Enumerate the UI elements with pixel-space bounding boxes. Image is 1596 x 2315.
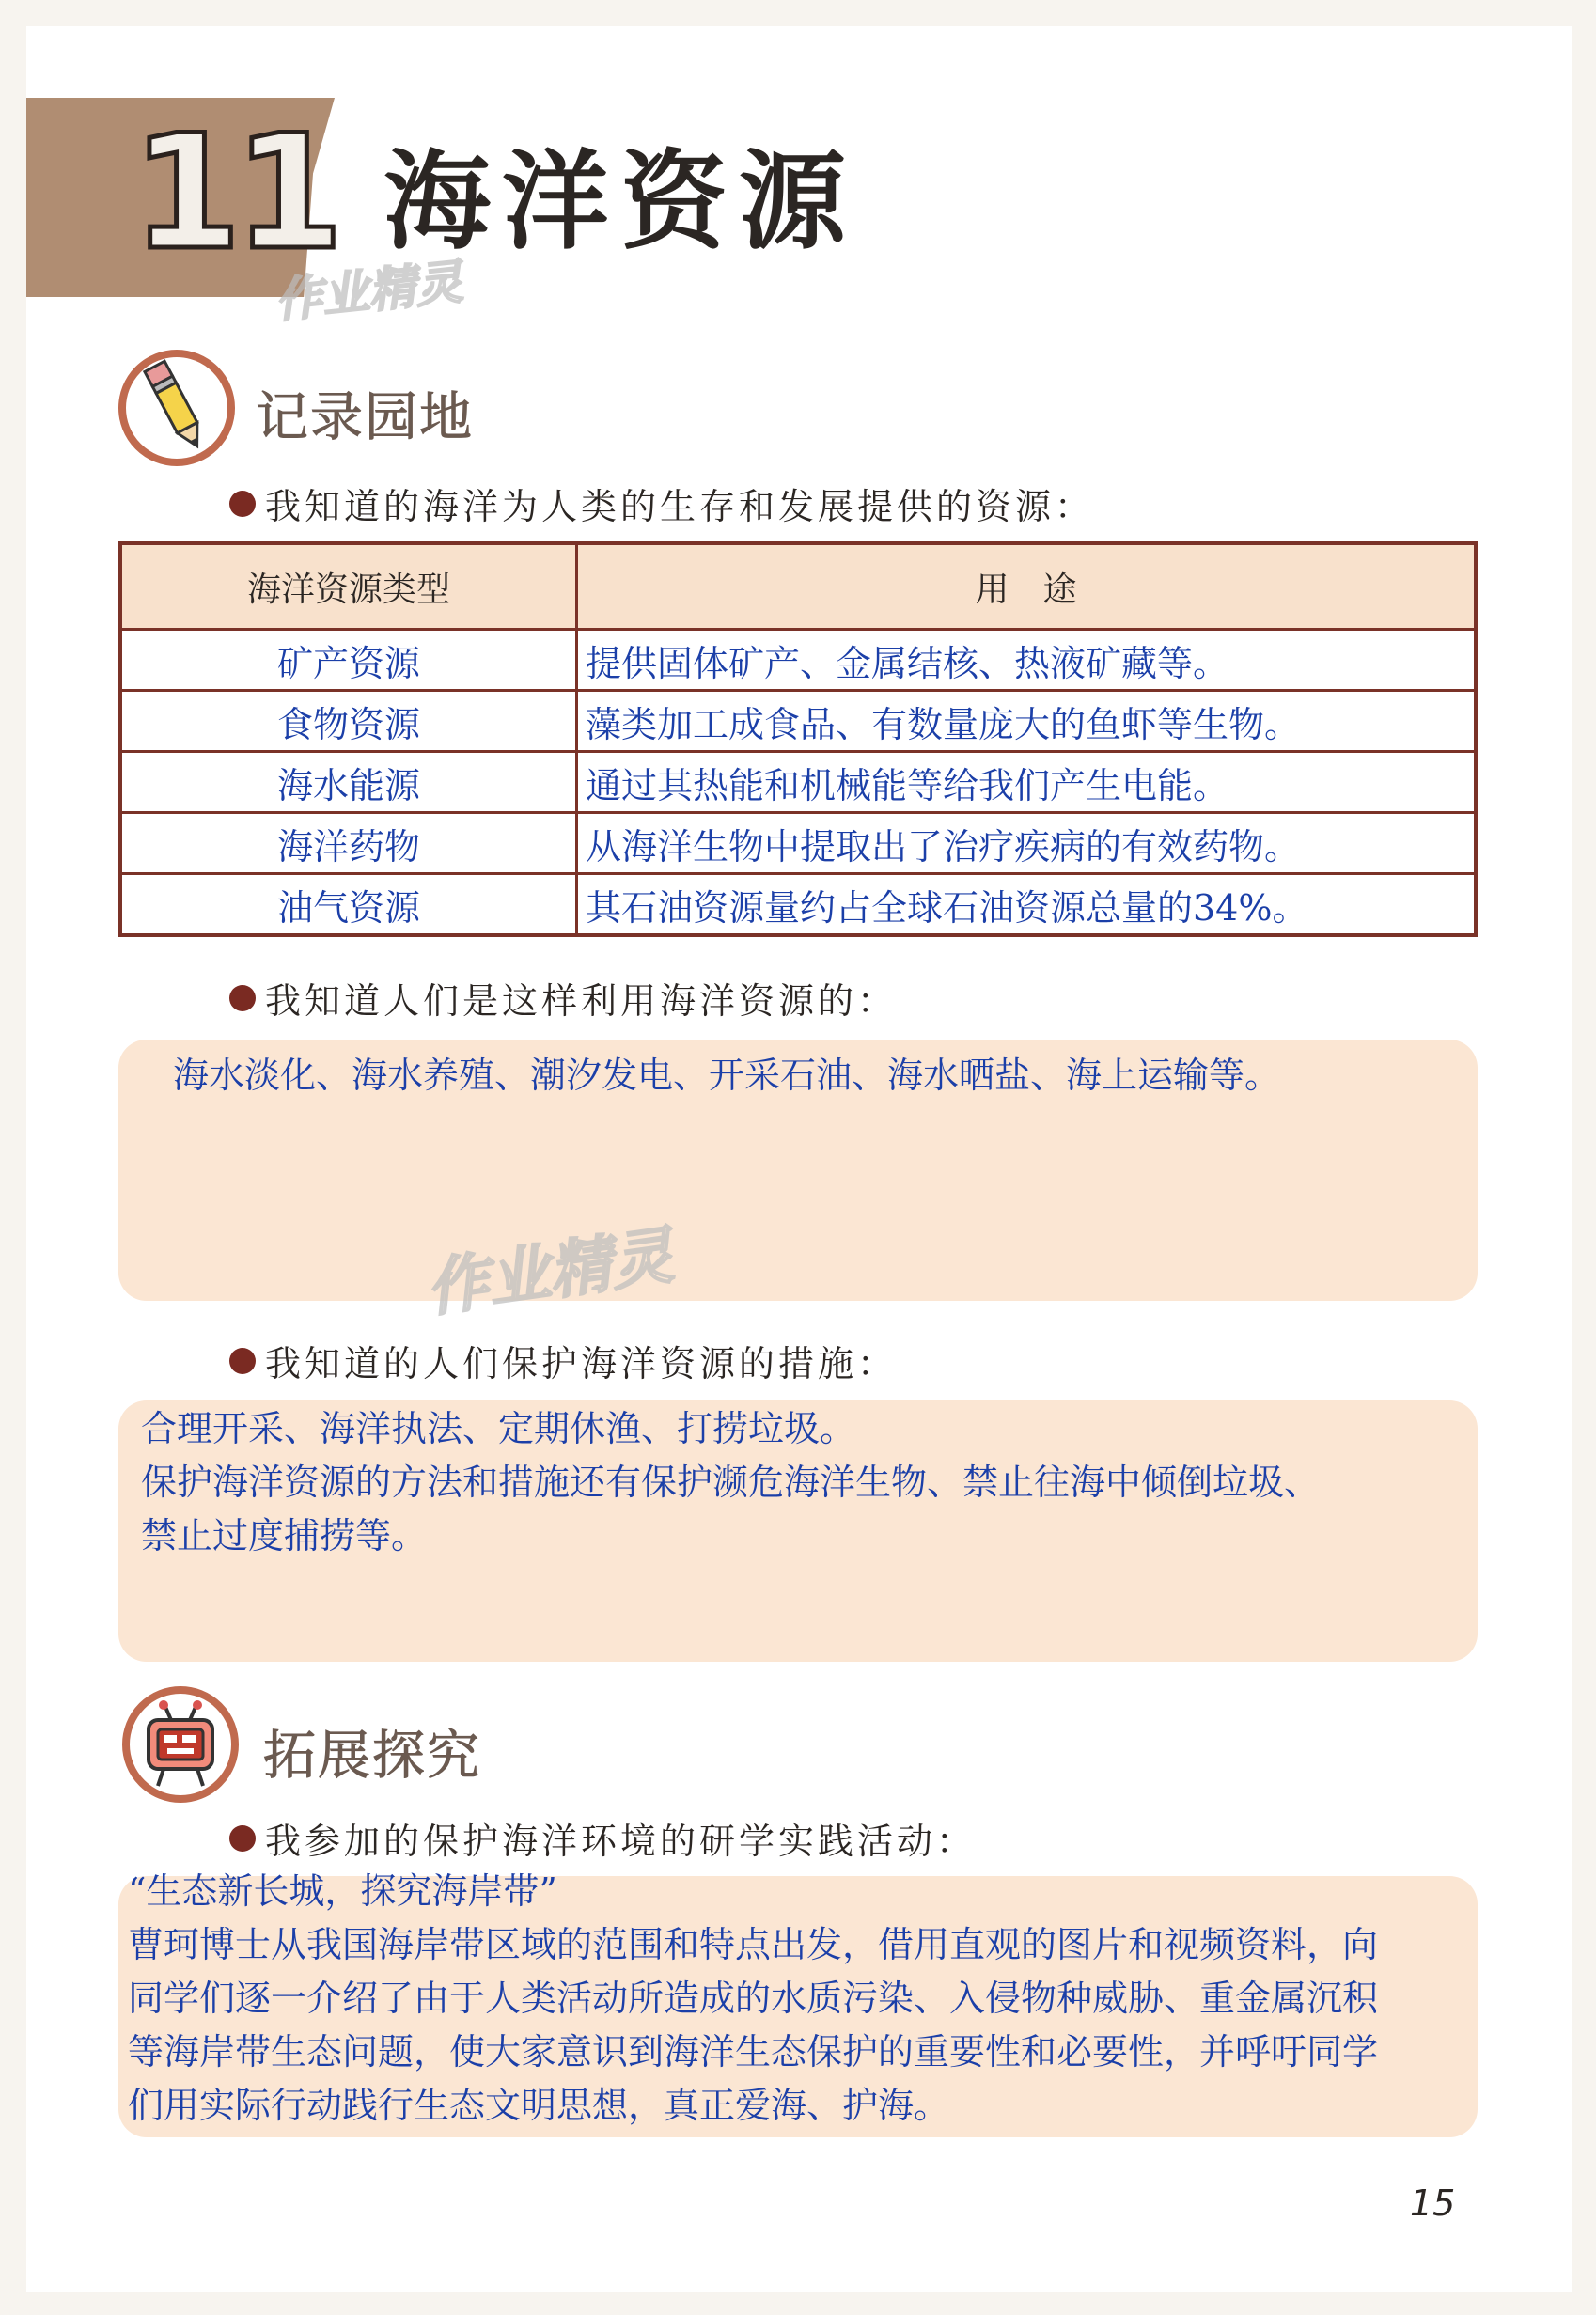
cell-type: 食物资源 bbox=[120, 691, 577, 752]
answer-protection-line-1: 合理开采、海洋执法、定期休渔、打捞垃圾。 bbox=[141, 1408, 856, 1449]
watermark: 作业精灵 bbox=[421, 1218, 678, 1325]
prompt-resources-text: 我知道的海洋为人类的生存和发展提供的资源： bbox=[265, 486, 1095, 527]
answer-protection-line-3: 禁止过度捕捞等。 bbox=[141, 1515, 428, 1556]
answer-activity-line-4: 等海岸带生态问题，使大家意识到海洋生态保护的重要性和必要性，并呼吁同学 bbox=[128, 2031, 1379, 2073]
answer-usage: 海水淡化、海水养殖、潮汐发电、开采石油、海水晒盐、海上运输等。 bbox=[173, 1055, 1281, 1096]
bullet-icon bbox=[229, 1348, 256, 1374]
cell-use: 其石油资源量约占全球石油资源总量的34%。 bbox=[577, 874, 1477, 936]
page-number: 15 bbox=[1410, 2182, 1456, 2224]
tv-robot-icon bbox=[122, 1686, 239, 1803]
answer-protection-line-2: 保护海洋资源的方法和措施还有保护濒危海洋生物、禁止往海中倾倒垃圾、 bbox=[141, 1462, 1321, 1503]
bullet-icon bbox=[229, 985, 256, 1011]
answer-activity-line-1: “生态新长城，探究海岸带” bbox=[128, 1870, 557, 1912]
prompt-activity bbox=[229, 1812, 976, 1864]
table-header-type: 海洋资源类型 bbox=[120, 543, 577, 630]
watermark: 作业精灵 bbox=[272, 254, 465, 329]
cell-use: 藻类加工成食品、有数量庞大的鱼虾等生物。 bbox=[577, 691, 1477, 752]
chapter-title: 海洋资源 bbox=[383, 139, 858, 264]
table-row bbox=[120, 691, 1476, 752]
answer-activity-line-2: 曹珂博士从我国海岸带区域的范围和特点出发，借用直观的图片和视频资料，向 bbox=[128, 1924, 1379, 1965]
table-header-use: 用 途 bbox=[577, 543, 1477, 630]
prompt-usage-text: 我知道人们是这样利用海洋资源的： bbox=[265, 980, 898, 1022]
prompt-activity-text: 我参加的保护海洋环境的研学实践活动： bbox=[265, 1821, 977, 1862]
prompt-usage bbox=[229, 972, 897, 1024]
prompt-protection bbox=[229, 1335, 897, 1386]
answer-activity-line-5: 们用实际行动践行生态文明思想，真正爱海、护海。 bbox=[128, 2085, 950, 2126]
table-row bbox=[120, 813, 1476, 874]
table-row bbox=[120, 752, 1476, 813]
resources-table bbox=[118, 541, 1478, 937]
bullet-icon bbox=[229, 491, 256, 517]
pencil-icon bbox=[118, 350, 235, 466]
cell-use: 从海洋生物中提取出了治疗疾病的有效药物。 bbox=[577, 813, 1477, 874]
section-heading-record: 记录园地 bbox=[256, 387, 474, 448]
cell-type: 海水能源 bbox=[120, 752, 577, 813]
table-row bbox=[120, 630, 1476, 691]
table-row bbox=[120, 874, 1476, 936]
prompt-protection-text: 我知道的人们保护海洋资源的措施： bbox=[265, 1343, 898, 1384]
chapter-number: 11 bbox=[132, 101, 336, 285]
cell-use: 提供固体矿产、金属结核、热液矿藏等。 bbox=[577, 630, 1477, 691]
section-heading-explore: 拓展探究 bbox=[263, 1726, 481, 1787]
cell-use: 通过其热能和机械能等给我们产生电能。 bbox=[577, 752, 1477, 813]
cell-type: 海洋药物 bbox=[120, 813, 577, 874]
bullet-icon bbox=[229, 1825, 256, 1852]
answer-activity-line-3: 同学们逐一介绍了由于人类活动所造成的水质污染、入侵物种威胁、重金属沉积 bbox=[128, 1978, 1379, 2019]
cell-type: 矿产资源 bbox=[120, 630, 577, 691]
cell-type: 油气资源 bbox=[120, 874, 577, 936]
prompt-resources bbox=[229, 477, 1094, 529]
